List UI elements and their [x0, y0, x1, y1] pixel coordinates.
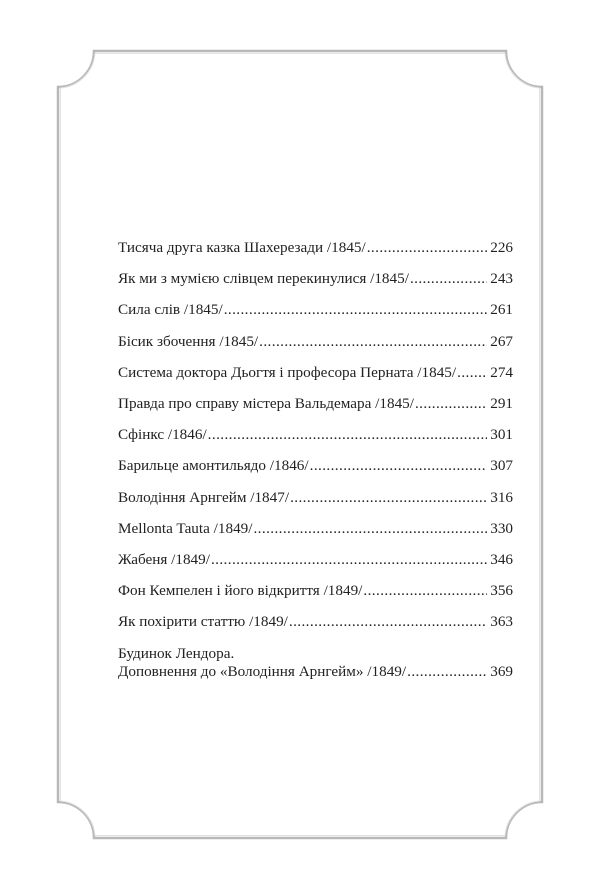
table-of-contents — [118, 238, 513, 682]
entry-title-line1: Будинок Лендора. — [118, 645, 235, 663]
page-number: 291 — [490, 394, 513, 412]
entry-title: Фон Кемпелен і його відкриття /1849/ — [118, 582, 363, 600]
entry-title: Сила слів /1845/ — [118, 301, 223, 319]
entry-title: Бісик збочення /1845/ — [118, 332, 259, 350]
page-number: 369 — [490, 663, 513, 681]
entry-title: Правда про справу містера Вальдемара /1845/ — [118, 394, 414, 412]
dot-leader — [363, 581, 487, 601]
entry-title: Система доктора Дьогтя і професора Перната /1845/ — [118, 363, 457, 381]
page-number: 261 — [490, 301, 513, 319]
toc-entry[interactable] — [118, 488, 513, 519]
toc-entry[interactable] — [118, 269, 513, 300]
page-number: 301 — [490, 426, 513, 444]
page-number: 226 — [490, 239, 513, 256]
page-number: 356 — [490, 582, 513, 600]
dot-leader — [290, 488, 487, 508]
entry-title: Як похірити статтю /1849/ — [118, 613, 288, 631]
page-number: 346 — [490, 550, 513, 568]
toc-entry[interactable] — [118, 394, 513, 425]
dot-leader — [253, 519, 487, 539]
toc-entry[interactable] — [118, 612, 513, 643]
dot-leader — [407, 662, 487, 682]
page-number: 243 — [490, 270, 513, 288]
toc-entry[interactable] — [118, 550, 513, 581]
page-number: 274 — [490, 363, 513, 381]
dot-leader — [415, 394, 487, 414]
toc-entry[interactable] — [118, 363, 513, 394]
dot-leader — [310, 456, 488, 476]
entry-title: Володіння Арнгейм /1847/ — [118, 488, 290, 506]
toc-entry[interactable] — [118, 332, 513, 363]
dot-leader — [211, 550, 487, 570]
dot-leader — [259, 332, 487, 352]
page-number: 330 — [490, 519, 513, 537]
toc-entry[interactable] — [118, 645, 513, 682]
toc-entry[interactable] — [118, 456, 513, 487]
dot-leader — [208, 425, 488, 445]
toc-entry[interactable] — [118, 238, 513, 269]
entry-title: Барильце амонтильядо /1846/ — [118, 457, 309, 475]
dot-leader — [457, 363, 487, 383]
dot-leader — [410, 269, 487, 289]
page-number: 307 — [490, 457, 513, 475]
entry-title: Як ми з мумією слівцем перекинулися /1845/ — [118, 270, 409, 288]
dot-leader — [289, 612, 487, 632]
toc-entry[interactable] — [118, 581, 513, 612]
entry-title: Тисяча друга казка Шахерезади /1845/ — [118, 239, 366, 256]
toc-entry[interactable] — [118, 425, 513, 456]
entry-title: Сфінкс /1846/ — [118, 426, 207, 444]
dot-leader — [224, 300, 488, 320]
dot-leader — [367, 238, 487, 258]
page-number: 316 — [490, 488, 513, 506]
toc-entry[interactable] — [118, 519, 513, 550]
entry-title: Mellonta Tauta /1849/ — [118, 519, 253, 537]
page-number: 363 — [490, 613, 513, 631]
entry-title: Жабеня /1849/ — [118, 550, 210, 568]
toc-entry[interactable] — [118, 300, 513, 331]
page-number: 267 — [490, 332, 513, 350]
entry-title: Доповнення до «Володіння Арнгейм» /1849/ — [118, 663, 407, 681]
